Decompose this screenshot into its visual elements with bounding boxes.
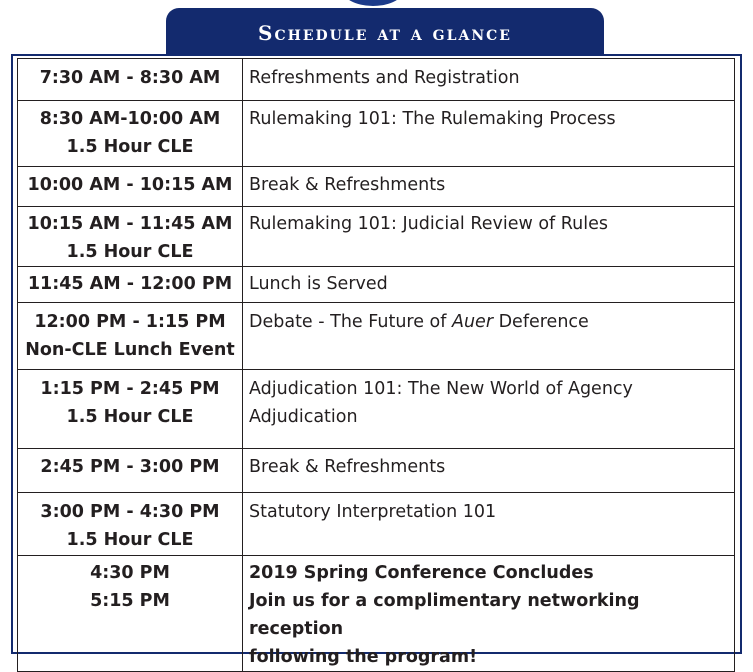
event-text: Debate - The Future of: [249, 312, 452, 332]
event-label: [249, 308, 728, 336]
time-label: 11:45 AM - 12:00 PM: [27, 274, 233, 294]
event-cell: [243, 101, 735, 167]
time-cell: [18, 449, 243, 493]
time-cell: [18, 493, 243, 556]
event-cell: [243, 303, 735, 370]
time-cell: [18, 59, 243, 101]
table-row: [18, 556, 735, 672]
time-cell: [18, 101, 243, 167]
event-label: Adjudication 101: The New World of Agency: [249, 379, 633, 399]
time-label: 8:30 AM-10:00 AM: [39, 109, 221, 129]
event-label: Refreshments and Registration: [249, 68, 520, 88]
time-cell: [18, 556, 243, 672]
time-cell: [18, 267, 243, 303]
time-cell: [18, 207, 243, 267]
table-row: [18, 303, 735, 370]
event-cell: [243, 493, 735, 556]
event-label: Rulemaking 101: The Rulemaking Process: [249, 109, 616, 129]
time-sublabel: 1.5 Hour CLE: [66, 242, 194, 262]
event-cell: [243, 556, 735, 672]
time-label: 7:30 AM - 8:30 AM: [39, 68, 221, 88]
event-cell: [243, 207, 735, 267]
time-label: 10:15 AM - 11:45 AM: [27, 214, 233, 234]
table-row: [18, 101, 735, 167]
time-label: 3:00 PM - 4:30 PM: [40, 502, 220, 522]
time-label: 10:00 AM - 10:15 AM: [27, 175, 233, 195]
time-sublabel: 1.5 Hour CLE: [66, 530, 194, 550]
time-cell: [18, 303, 243, 370]
decorative-tab-shape: [341, 0, 405, 6]
page-title: Schedule at a glance: [258, 21, 512, 45]
time-label: 1:15 PM - 2:45 PM: [40, 379, 220, 399]
event-label: Break & Refreshments: [249, 457, 446, 477]
time-cell: [18, 167, 243, 207]
event-cell: [243, 267, 735, 303]
event-cell: [243, 59, 735, 101]
event-label: Lunch is Served: [249, 274, 388, 294]
event-cell: [243, 370, 735, 449]
event-label: following the program!: [249, 647, 478, 667]
event-label: Statutory Interpretation 101: [249, 502, 497, 522]
event-cell: [243, 449, 735, 493]
schedule-table: [17, 58, 735, 672]
table-row: [18, 207, 735, 267]
event-label: 2019 Spring Conference Concludes: [249, 563, 594, 583]
time-sublabel: Non-CLE Lunch Event: [25, 340, 235, 360]
table-row: [18, 493, 735, 556]
event-label: Break & Refreshments: [249, 175, 446, 195]
table-row: [18, 59, 735, 101]
time-label: 12:00 PM - 1:15 PM: [34, 312, 226, 332]
time-sublabel: 1.5 Hour CLE: [66, 137, 194, 157]
event-label: Adjudication: [249, 407, 358, 427]
table-row: [18, 267, 735, 303]
event-label: Rulemaking 101: Judicial Review of Rules: [249, 214, 608, 234]
event-text: Deference: [493, 312, 589, 332]
time-sublabel: 1.5 Hour CLE: [66, 407, 194, 427]
event-text-italic: Auer: [451, 312, 494, 332]
table-row: [18, 449, 735, 493]
event-cell: [243, 167, 735, 207]
time-sublabel: 5:15 PM: [90, 591, 170, 611]
time-cell: [18, 370, 243, 449]
schedule-banner: [166, 8, 604, 54]
time-label: 2:45 PM - 3:00 PM: [40, 457, 220, 477]
table-row: [18, 370, 735, 449]
table-row: [18, 167, 735, 207]
event-label: Join us for a complimentary networking reception: [249, 591, 640, 639]
time-label: 4:30 PM: [90, 563, 170, 583]
